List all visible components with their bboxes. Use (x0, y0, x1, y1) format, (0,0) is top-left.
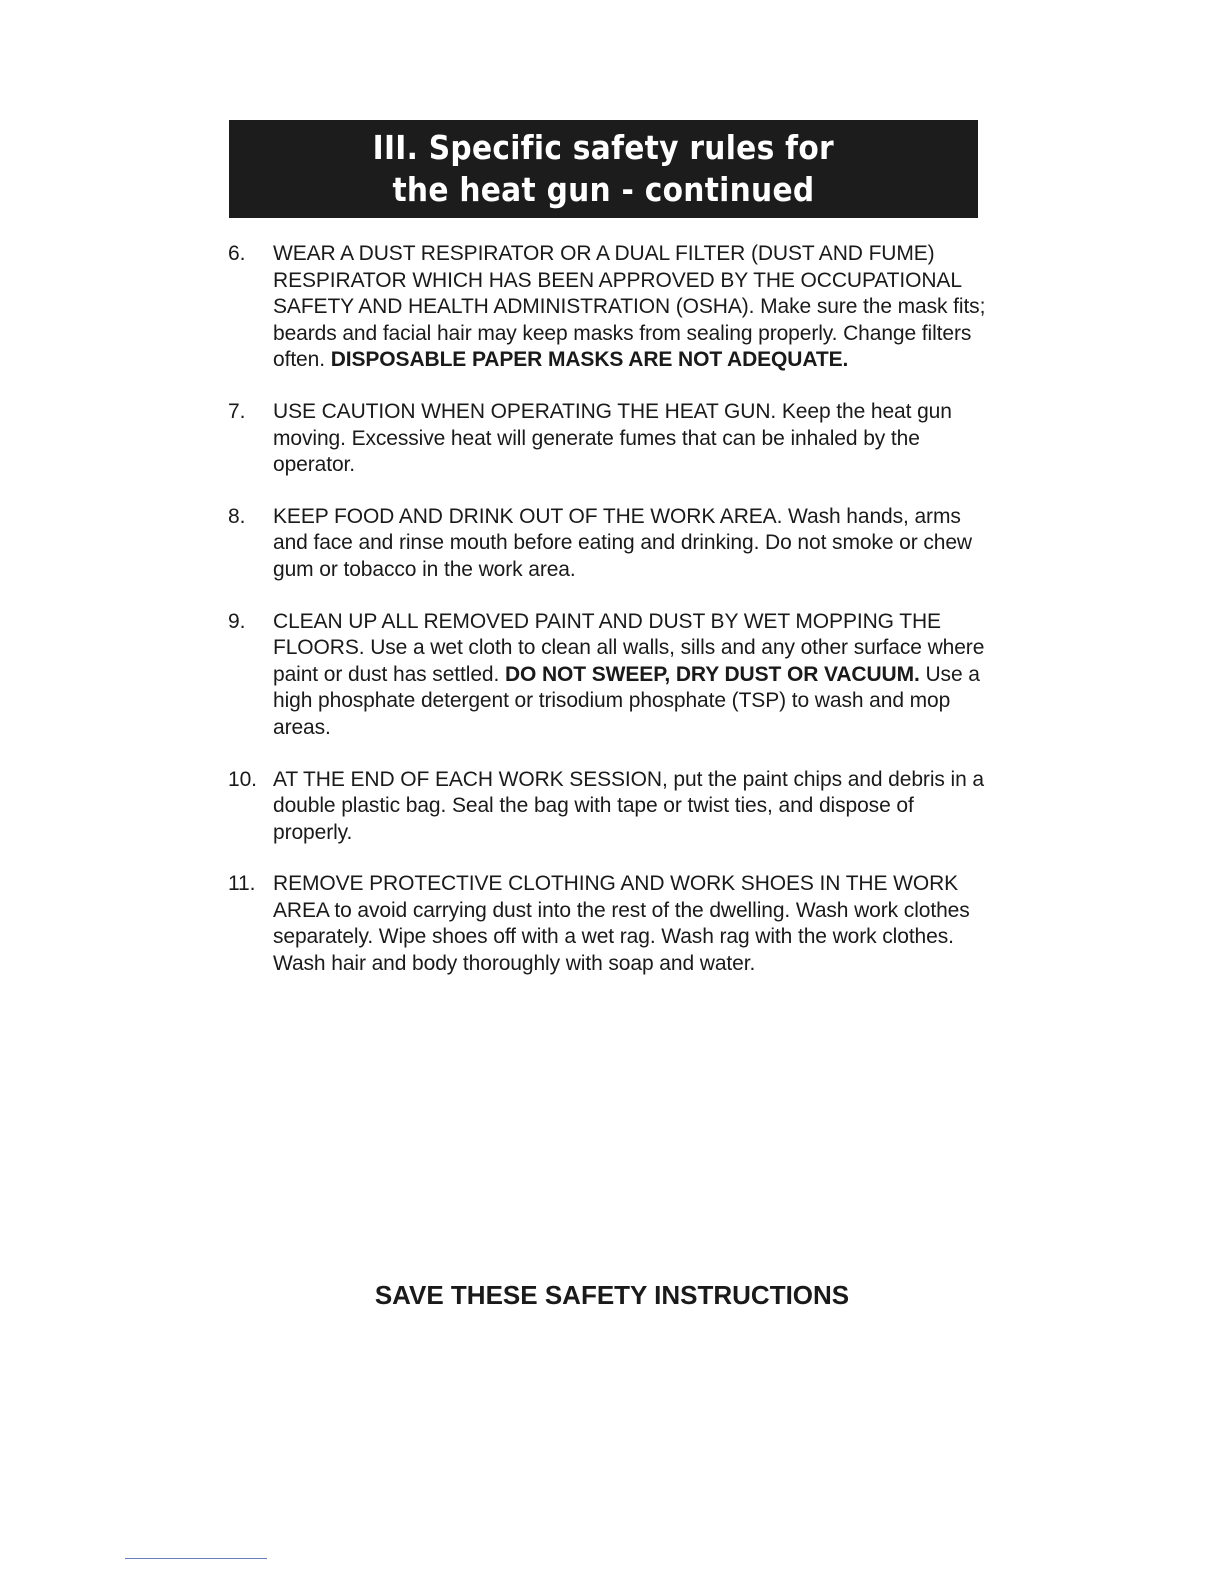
section-header (229, 120, 978, 218)
rule-text (273, 871, 988, 977)
rule-item-10 (228, 767, 988, 847)
rule-warning-text: DISPOSABLE PAPER MASKS ARE NOT ADEQUATE. (330, 348, 849, 372)
rule-item-6 (228, 241, 988, 374)
rule-number: 10. (228, 767, 257, 791)
rule-text-part: AT THE END OF EACH WORK SESSION, put the paint chips and debris in a double plastic bag. Seal the bag with tape or twist ties, and dispose of properly. (273, 767, 984, 844)
rule-item-8 (228, 504, 988, 584)
safety-rules-list (228, 241, 988, 1003)
rule-text-part: KEEP FOOD AND DRINK OUT OF THE WORK AREA. Wash hands, arms and face and rinse mouth before eating and drinking. Do not smoke or chew gum or tobacco in the work area. (273, 504, 972, 581)
rule-text-part: USE CAUTION WHEN OPERATING THE HEAT GUN. Keep the heat gun moving. Excessive heat will generate fumes that can be inhaled by the operator. (273, 399, 952, 477)
section-title-line-1: III. Specific safety rules for (372, 128, 835, 167)
rule-item-7 (228, 399, 988, 479)
rule-number: 7. (228, 399, 246, 423)
rule-item-9 (228, 609, 988, 742)
footer-title: SAVE THESE SAFETY INSTRUCTIONS (374, 1280, 850, 1310)
rule-text (273, 399, 988, 479)
divider (125, 1558, 267, 1559)
rule-text-part: Use a high phosphate detergent or trisodium phosphate (TSP) to wash and mop areas. (273, 662, 980, 739)
rule-warning-text: DO NOT SWEEP, DRY DUST OR VACUUM. (504, 662, 920, 686)
rule-item-11 (228, 871, 988, 977)
rule-text (273, 609, 988, 742)
rule-number: 6. (228, 242, 246, 265)
rule-text (273, 241, 988, 374)
rule-text (273, 767, 988, 847)
rule-text-part: REMOVE PROTECTIVE CLOTHING AND WORK SHOES IN THE WORK AREA to avoid carrying dust into the rest of the dwelling. Wash work clothes separately. Wipe shoes off with a wet rag. Wash rag with the work clothes. Wash hair and body thoroughly with soap and water. (273, 872, 970, 976)
rule-text (273, 504, 988, 584)
rule-text-part: CLEAN UP ALL REMOVED PAINT AND DUST BY WET MOPPING THE FLOORS. Use a wet cloth to clean all walls, sills and any other surface where paint or dust has settled. (273, 609, 985, 686)
rule-number: 11. (228, 872, 256, 896)
rule-number: 8. (228, 504, 246, 528)
rule-text-part: WEAR A DUST RESPIRATOR OR A DUAL FILTER (DUST AND FUME) RESPIRATOR WHICH HAS BEEN APPROVED BY THE OCCUPATIONAL SAFETY AND HEALTH ADMINISTRATION (OSHA). Make sure the mask fits; beards and facial hair may keep masks from sealing properly. Change filters often. (273, 242, 986, 372)
rule-number: 9. (228, 609, 246, 633)
section-title-line-2: the heat gun - continued (392, 170, 815, 209)
